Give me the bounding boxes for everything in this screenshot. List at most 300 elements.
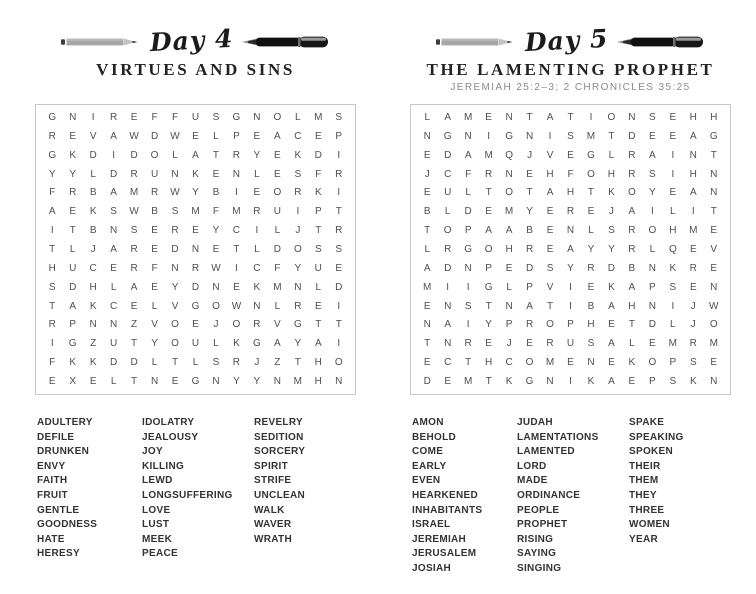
word-list-column — [517, 416, 629, 577]
grid-letter: L — [254, 168, 260, 180]
grid-letter: C — [505, 357, 513, 369]
grid-letter: K — [587, 376, 595, 388]
grid-letter: E — [689, 281, 697, 293]
grid-letter: I — [589, 111, 593, 123]
grid-letter: U — [110, 338, 118, 350]
grid-letter: Y — [587, 243, 595, 255]
grid-letter: O — [273, 187, 282, 199]
word-list-item: EARLY — [412, 460, 447, 472]
grid-letter: G — [709, 130, 718, 142]
grid-letter: M — [463, 111, 473, 123]
grid-letter: B — [423, 206, 431, 218]
word-list-item: LONGSUFFERING — [142, 489, 233, 501]
word-list-item: HATE — [37, 533, 65, 545]
grid-letter: I — [466, 281, 470, 293]
grid-letter: K — [69, 357, 77, 369]
grid-letter: D — [423, 376, 431, 388]
grid-letter: K — [253, 281, 261, 293]
word-list-item: FRUIT — [37, 489, 68, 501]
grid-letter: R — [628, 149, 636, 161]
word-list-item: LAMENTED — [517, 446, 575, 458]
grid-letter: N — [171, 262, 179, 274]
word-list-item: THEM — [629, 475, 659, 487]
pen-icon — [242, 35, 330, 49]
grid-letter: A — [526, 300, 533, 312]
grid-letter: G — [587, 149, 595, 161]
grid-letter: R — [587, 262, 595, 274]
grid-letter: K — [314, 187, 322, 199]
grid-letter: S — [314, 243, 322, 255]
grid-letter: S — [546, 262, 554, 274]
grid-letter: N — [191, 243, 200, 255]
grid-letter: N — [335, 376, 343, 388]
grid-letter: K — [608, 187, 615, 199]
grid-letter: R — [464, 338, 472, 350]
grid-letter: C — [89, 262, 97, 274]
grid-letter: E — [546, 206, 554, 218]
grid-letter: O — [709, 319, 718, 331]
word-list-item: SINGING — [517, 562, 562, 574]
grid-letter: E — [567, 149, 574, 161]
grid-letter: N — [505, 168, 513, 180]
grid-letter: Y — [69, 168, 77, 180]
word-list-item: COME — [412, 446, 444, 458]
grid-letter: S — [212, 357, 220, 369]
scripture-reference: JEREMIAH 25:2–3; 2 CHRONICLES 35:25 — [450, 82, 691, 93]
grid-letter: R — [48, 130, 56, 142]
day-5-header — [410, 23, 731, 58]
grid-letter: V — [274, 319, 281, 331]
grid-letter: S — [608, 225, 615, 237]
grid-letter: N — [710, 281, 718, 293]
grid-letter: T — [212, 149, 219, 161]
grid-letter: L — [629, 338, 635, 350]
grid-letter: W — [709, 300, 719, 312]
grid-letter: P — [649, 281, 656, 293]
grid-letter: K — [89, 300, 97, 312]
grid-letter: J — [295, 225, 301, 237]
grid-letter: S — [567, 130, 574, 142]
grid-letter: N — [273, 376, 281, 388]
grid-letter: E — [649, 338, 656, 350]
grid-letter: U — [191, 111, 200, 123]
grid-letter: E — [485, 206, 492, 218]
grid-letter: I — [337, 187, 341, 199]
word-list-item: UNCLEAN — [254, 489, 305, 501]
grid-letter: E — [151, 225, 158, 237]
grid-letter: P — [526, 281, 533, 293]
grid-letter: T — [546, 300, 554, 312]
grid-letter: Y — [48, 168, 56, 180]
grid-letter: G — [48, 149, 57, 161]
grid-letter: R — [191, 262, 200, 274]
word-list-item: JEREMIAH — [412, 533, 467, 545]
grid-letter: I — [569, 281, 572, 293]
grid-letter: A — [546, 111, 554, 123]
grid-letter: N — [710, 376, 718, 388]
grid-letter: D — [171, 243, 179, 255]
grid-letter: H — [546, 168, 554, 180]
grid-letter: E — [669, 187, 677, 199]
word-list-item: WAVER — [254, 519, 292, 531]
grid-letter: H — [566, 187, 575, 199]
grid-letter: R — [253, 206, 261, 218]
grid-letter: M — [668, 338, 677, 350]
grid-letter: T — [49, 300, 56, 312]
grid-letter: E — [567, 357, 574, 369]
grid-letter: Y — [649, 187, 656, 199]
grid-letter: A — [608, 376, 615, 388]
word-list-item: SORCERY — [254, 446, 306, 458]
grid-letter: P — [335, 130, 343, 142]
grid-letter: K — [669, 262, 677, 274]
grid-letter: P — [505, 319, 513, 331]
word-list-item: SPEAKING — [629, 431, 684, 443]
grid-letter: T — [131, 376, 138, 388]
grid-letter: R — [525, 319, 534, 331]
grid-letter: O — [546, 319, 554, 331]
grid-letter: L — [670, 319, 676, 331]
grid-letter: H — [89, 281, 97, 293]
word-list-column — [142, 416, 254, 562]
grid-letter: R — [150, 187, 159, 199]
grid-letter: S — [464, 300, 472, 312]
grid-letter: Y — [253, 149, 261, 161]
grid-letter: N — [89, 319, 97, 331]
word-list-item: JOY — [142, 446, 163, 458]
grid-letter: E — [587, 281, 595, 293]
grid-letter: A — [110, 187, 117, 199]
grid-letter: W — [211, 262, 221, 274]
grid-letter: A — [567, 243, 574, 255]
grid-letter: E — [192, 130, 199, 142]
grid-letter: T — [171, 357, 179, 369]
grid-letter: A — [689, 187, 697, 199]
grid-letter: D — [150, 130, 159, 142]
grid-letter: S — [110, 206, 117, 218]
grid-letter: L — [649, 243, 656, 255]
grid-letter: W — [231, 300, 242, 312]
grid-letter: T — [710, 206, 717, 218]
grid-letter: H — [710, 111, 718, 123]
grid-letter: T — [294, 357, 301, 369]
grid-letter: L — [110, 281, 117, 293]
grid-letter: G — [505, 130, 513, 142]
grid-letter: S — [171, 206, 179, 218]
grid-letter: R — [171, 225, 179, 237]
grid-letter: N — [710, 187, 718, 199]
grid-letter: H — [314, 376, 322, 388]
grid-letter: R — [110, 111, 118, 123]
grid-letter: E — [274, 149, 281, 161]
grid-letter: G — [48, 111, 57, 123]
grid-letter: I — [337, 338, 341, 350]
grid-letter: Z — [274, 357, 281, 369]
grid-letter: B — [212, 187, 220, 199]
grid-letter: F — [212, 206, 219, 218]
grid-letter: E — [233, 281, 240, 293]
grid-letter: E — [423, 187, 431, 199]
grid-letter: N — [648, 300, 656, 312]
grid-letter: M — [545, 357, 555, 369]
grid-letter: R — [689, 262, 697, 274]
grid-letter: O — [648, 357, 657, 369]
word-list-item: AMON — [412, 417, 444, 428]
grid-letter: T — [526, 187, 533, 199]
grid-letter: R — [689, 338, 697, 350]
word-list-item: GOODNESS — [37, 519, 98, 531]
grid-letter: I — [296, 206, 300, 218]
grid-letter: G — [191, 376, 200, 388]
grid-letter: E — [689, 243, 697, 255]
grid-letter: O — [484, 243, 493, 255]
grid-letter: S — [212, 111, 220, 123]
grid-letter: V — [171, 300, 179, 312]
word-list-day-5 — [412, 416, 731, 577]
grid-letter: P — [669, 357, 677, 369]
grid-letter: S — [649, 168, 656, 180]
grid-letter: C — [444, 357, 452, 369]
grid-letter: G — [191, 300, 200, 312]
grid-letter: O — [171, 319, 179, 331]
grid-letter: C — [232, 225, 241, 237]
grid-letter: I — [548, 130, 552, 142]
word-list-item: INHABITANTS — [412, 504, 483, 516]
grid-letter: E — [253, 187, 261, 199]
grid-letter: S — [669, 376, 677, 388]
grid-letter: Y — [233, 376, 240, 388]
grid-letter: L — [444, 206, 451, 218]
grid-letter: K — [505, 376, 513, 388]
grid-letter: E — [505, 262, 513, 274]
grid-letter: H — [505, 243, 513, 255]
grid-letter: M — [314, 111, 323, 123]
grid-letter: E — [48, 376, 56, 388]
grid-letter: A — [69, 300, 77, 312]
grid-letter: O — [150, 149, 159, 161]
grid-letter: N — [505, 111, 513, 123]
grid-letter: E — [423, 300, 431, 312]
grid-letter: E — [423, 357, 431, 369]
grid-letter: A — [608, 338, 615, 350]
grid-letter: L — [69, 243, 76, 255]
grid-letter: T — [315, 319, 322, 331]
word-list-item: DEFILE — [37, 431, 75, 443]
grid-letter: J — [527, 149, 533, 161]
word-list-item: ENVY — [37, 460, 66, 472]
grid-letter: R — [69, 187, 77, 199]
grid-letter: D — [191, 281, 200, 293]
grid-letter: E — [546, 225, 554, 237]
word-list-item: SPAKE — [629, 417, 665, 428]
grid-letter: I — [569, 376, 572, 388]
grid-letter: N — [648, 262, 656, 274]
grid-letter: A — [649, 149, 656, 161]
word-list-item: STRIFE — [254, 475, 292, 487]
grid-letter: L — [192, 357, 199, 369]
grid-letter: E — [649, 130, 656, 142]
grid-letter: P — [69, 319, 77, 331]
word-list-item: WALK — [254, 504, 285, 516]
word-list-item: THEIR — [629, 460, 661, 472]
word-list-item: MEEK — [142, 533, 173, 545]
grid-letter: O — [525, 357, 534, 369]
grid-letter: J — [213, 319, 219, 331]
grid-letter: C — [110, 300, 118, 312]
grid-letter: J — [90, 243, 96, 255]
grid-letter: R — [546, 338, 554, 350]
grid-letter: E — [314, 300, 322, 312]
grid-letter: I — [487, 130, 491, 142]
grid-letter: A — [689, 130, 697, 142]
grid-letter: E — [212, 168, 220, 180]
grid-letter: D — [444, 262, 452, 274]
word-list-item: WOMEN — [629, 519, 670, 531]
grid-letter: I — [337, 300, 341, 312]
grid-letter: U — [444, 187, 452, 199]
grid-letter: I — [691, 206, 695, 218]
grid-letter: H — [48, 262, 56, 274]
grid-letter: T — [335, 206, 342, 218]
grid-letter: E — [151, 281, 158, 293]
grid-letter: K — [294, 149, 302, 161]
grid-letter: Q — [505, 149, 513, 161]
grid-letter: N — [444, 300, 452, 312]
grid-letter: J — [690, 300, 696, 312]
grid-letter: R — [485, 168, 493, 180]
grid-letter: I — [671, 300, 675, 312]
word-list-item: WRATH — [254, 533, 292, 545]
grid-letter: N — [566, 225, 575, 237]
grid-letter: F — [151, 111, 158, 123]
grid-letter: E — [89, 376, 97, 388]
grid-letter: X — [69, 376, 77, 388]
grid-letter: H — [689, 168, 697, 180]
grid-letter: W — [170, 130, 180, 142]
grid-letter: Y — [608, 243, 615, 255]
grid-letter: T — [49, 243, 56, 255]
word-list-column — [254, 416, 356, 547]
grid-letter: N — [689, 149, 697, 161]
grid-letter: G — [464, 243, 473, 255]
grid-letter: E — [587, 206, 595, 218]
grid-letter: D — [464, 206, 472, 218]
grid-letter: I — [50, 338, 54, 350]
grid-letter: L — [588, 225, 594, 237]
pencil-icon — [61, 36, 141, 48]
grid-letter: H — [669, 225, 677, 237]
grid-letter: E — [669, 111, 677, 123]
grid-letter: U — [69, 262, 77, 274]
grid-letter: O — [607, 111, 616, 123]
grid-letter: E — [710, 357, 718, 369]
grid-letter: F — [567, 168, 574, 180]
grid-letter: V — [546, 281, 554, 293]
grid-letter: S — [689, 357, 697, 369]
grid-letter: M — [232, 206, 241, 218]
grid-letter: N — [525, 130, 534, 142]
grid-letter: F — [274, 262, 281, 274]
grid-letter: C — [294, 130, 302, 142]
puzzle-panel-day-5 — [410, 25, 731, 585]
grid-letter: T — [587, 187, 594, 199]
word-list-item: ISRAEL — [412, 519, 451, 531]
word-list-item: SAYING — [517, 548, 557, 560]
grid-letter: Z — [90, 338, 97, 350]
grid-letter: R — [294, 300, 302, 312]
word-list-item: ADULTERY — [37, 417, 93, 428]
grid-letter: R — [232, 149, 241, 161]
grid-letter: E — [151, 243, 158, 255]
grid-letter: T — [526, 111, 533, 123]
grid-letter: J — [424, 168, 430, 180]
grid-letter: M — [586, 130, 596, 142]
grid-letter: I — [337, 149, 341, 161]
grid-letter: S — [294, 168, 302, 180]
grid-letter: T — [485, 376, 492, 388]
grid-letter: I — [446, 281, 450, 293]
grid-letter: L — [670, 206, 676, 218]
grid-letter: I — [255, 225, 259, 237]
grid-letter: J — [608, 206, 614, 218]
grid-letter: E — [69, 206, 77, 218]
grid-letter: W — [129, 206, 139, 218]
word-list-item: DRUNKEN — [37, 446, 90, 458]
grid-letter: T — [335, 319, 342, 331]
grid-letter: O — [273, 111, 282, 123]
grid-letter: T — [465, 357, 472, 369]
grid-letter: Y — [294, 338, 302, 350]
grid-letter: O — [443, 225, 452, 237]
grid-letter: R — [566, 206, 575, 218]
grid-letter: D — [444, 149, 452, 161]
grid-letter: B — [89, 225, 97, 237]
word-list-item: PROPHET — [517, 519, 568, 531]
grid-letter: E — [253, 130, 261, 142]
grid-letter: M — [129, 187, 139, 199]
grid-letter: I — [466, 319, 470, 331]
grid-letter: A — [314, 338, 322, 350]
grid-letter: M — [484, 149, 493, 161]
grid-letter: I — [235, 187, 238, 199]
grid-letter: K — [628, 357, 636, 369]
grid-letter: S — [669, 281, 677, 293]
grid-letter: N — [294, 281, 302, 293]
grid-letter: N — [253, 111, 261, 123]
grid-letter: V — [546, 149, 554, 161]
grid-letter: A — [110, 130, 117, 142]
grid-letter: L — [424, 243, 430, 255]
grid-letter: G — [443, 130, 452, 142]
grid-letter: J — [254, 357, 260, 369]
grid-letter: I — [671, 149, 675, 161]
grid-letter: R — [444, 243, 452, 255]
grid-letter: I — [235, 262, 238, 274]
grid-letter: L — [151, 300, 158, 312]
grid-letter: B — [89, 187, 97, 199]
grid-letter: A — [274, 130, 281, 142]
word-list-item: THEY — [629, 489, 657, 501]
grid-letter: Y — [485, 319, 492, 331]
grid-letter: T — [485, 187, 492, 199]
word-list-item: FAITH — [37, 475, 68, 487]
grid-letter: L — [151, 357, 158, 369]
word-list-column — [629, 416, 731, 547]
pen-icon — [617, 35, 705, 49]
grid-letter: H — [628, 300, 636, 312]
grid-letter: M — [689, 225, 698, 237]
grid-letter: L — [90, 168, 96, 180]
